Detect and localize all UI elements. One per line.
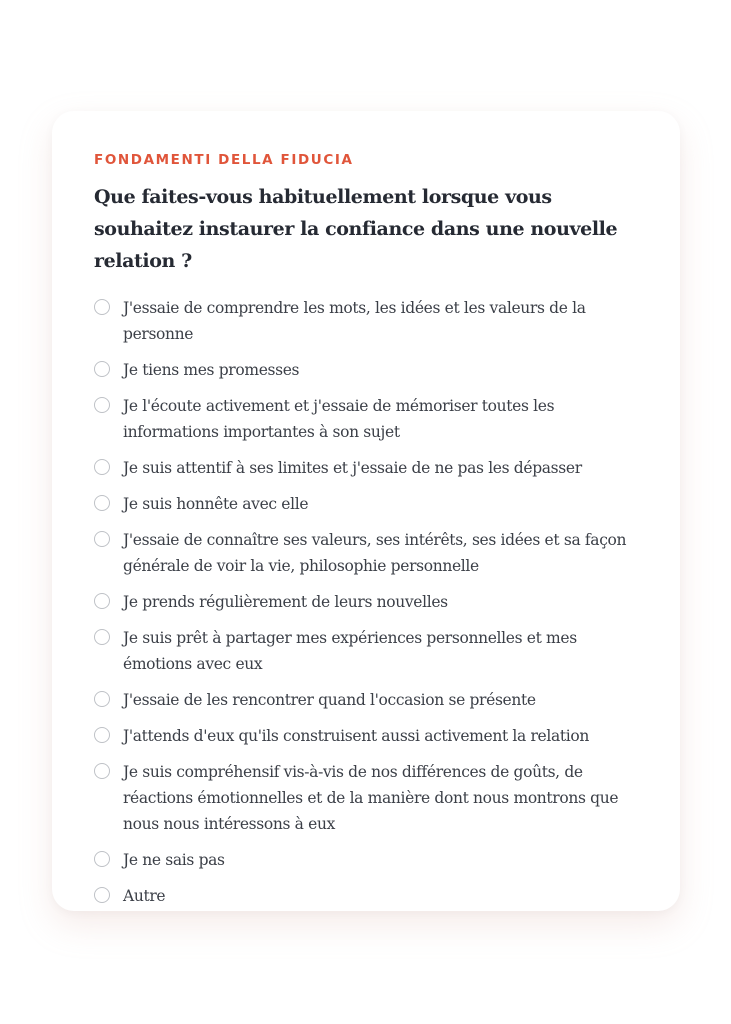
answer-option-label: J'essaie de connaître ses valeurs, ses intérêts, ses idées et sa façon générale de voir la vie, philosophie personnelle <box>123 531 627 575</box>
answer-option[interactable] <box>94 883 640 909</box>
radio-button[interactable] <box>94 593 110 609</box>
answer-option-label: Je l'écoute activement et j'essaie de mémoriser toutes les informations importantes à son sujet <box>123 397 555 441</box>
answer-option[interactable] <box>94 393 640 445</box>
answer-options <box>94 295 640 909</box>
answer-option-label: Je suis compréhensif vis-à-vis de nos différences de goûts, de réactions émotionnelles et de la manière dont nous montrons que nous nous intéressons à eux <box>123 763 619 833</box>
radio-button[interactable] <box>94 763 110 779</box>
radio-button[interactable] <box>94 495 110 511</box>
answer-option-label: Autre <box>123 887 166 905</box>
answer-option-label: J'attends d'eux qu'ils construisent aussi activement la relation <box>123 727 589 745</box>
radio-button[interactable] <box>94 727 110 743</box>
answer-option[interactable] <box>94 723 640 749</box>
radio-button[interactable] <box>94 531 110 547</box>
answer-option-label: Je ne sais pas <box>123 851 225 869</box>
answer-option-label: Je suis attentif à ses limites et j'essaie de ne pas les dépasser <box>123 459 582 477</box>
answer-option[interactable] <box>94 527 640 579</box>
answer-option-label: Je tiens mes promesses <box>123 361 300 379</box>
section-eyebrow: FONDAMENTI DELLA FIDUCIA <box>94 152 354 168</box>
radio-button[interactable] <box>94 299 110 315</box>
answer-option[interactable] <box>94 625 640 677</box>
answer-option-label: J'essaie de les rencontrer quand l'occasion se présente <box>123 691 536 709</box>
radio-button[interactable] <box>94 459 110 475</box>
radio-button[interactable] <box>94 691 110 707</box>
answer-option[interactable] <box>94 759 640 837</box>
answer-option-label: Je suis prêt à partager mes expériences personnelles et mes émotions avec eux <box>123 629 577 673</box>
radio-button[interactable] <box>94 361 110 377</box>
radio-button[interactable] <box>94 629 110 645</box>
answer-option-label: J'essaie de comprendre les mots, les idées et les valeurs de la personne <box>123 299 586 343</box>
answer-option[interactable] <box>94 589 640 615</box>
radio-button[interactable] <box>94 851 110 867</box>
question-title: Que faites-vous habituellement lorsque vous souhaitez instaurer la confiance dans une nouvelle relation ? <box>94 186 618 272</box>
answer-option[interactable] <box>94 687 640 713</box>
answer-option[interactable] <box>94 847 640 873</box>
survey-card <box>52 111 680 911</box>
answer-option-label: Je prends régulièrement de leurs nouvelles <box>123 593 448 611</box>
radio-button[interactable] <box>94 887 110 903</box>
radio-button[interactable] <box>94 397 110 413</box>
answer-option-label: Je suis honnête avec elle <box>123 495 309 513</box>
answer-option[interactable] <box>94 295 640 347</box>
answer-option[interactable] <box>94 491 640 517</box>
answer-option[interactable] <box>94 455 640 481</box>
answer-option[interactable] <box>94 357 640 383</box>
